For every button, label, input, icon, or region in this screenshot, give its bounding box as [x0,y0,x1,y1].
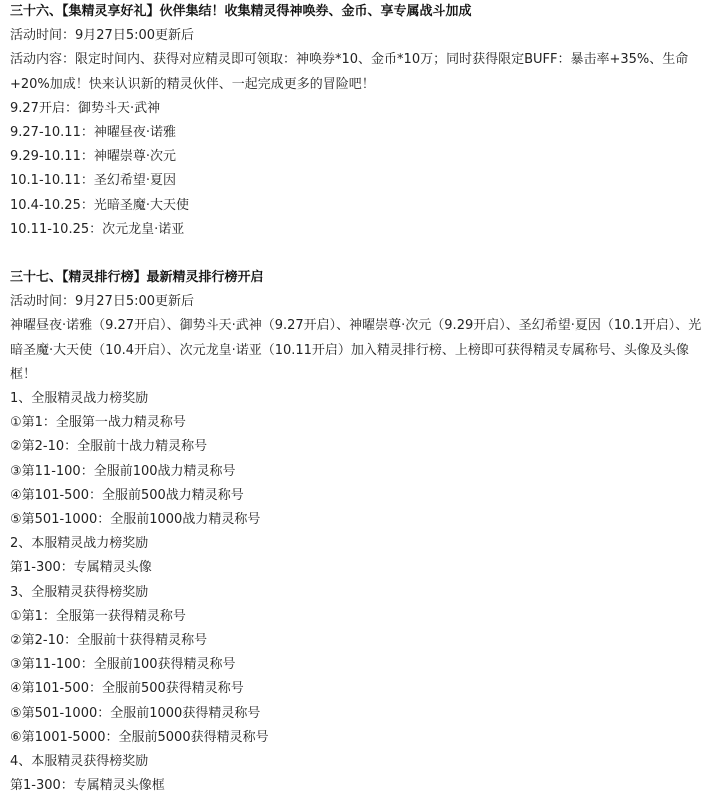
schedule-item: 9.27-10.11：神曜昼夜·诺雅 [10,125,176,141]
reward-heading: 1、全服精灵战力榜奖励 [10,391,149,407]
reward-item: ②第2-10：全服前十获得精灵称号 [10,633,208,649]
schedule-item: 9.27开启：御势斗天·武神 [10,100,161,116]
reward-item: ③第11-100：全服前100获得精灵称号 [10,657,236,673]
section-36-title: 三十六、【集精灵享好礼】伙伴集结！收集精灵得神唤券、金币、享专属战斗加成 [10,4,472,19]
reward-item: ②第2-10：全服前十战力精灵称号 [10,439,208,455]
reward-item: ⑤第501-1000：全服前1000战力精灵称号 [10,512,261,528]
section-37-intro: 神曜昼夜·诺雅（9.27开启）、御势斗天·武神（9.27开启）、神曜崇尊·次元（9.29开启）、圣幻希望·夏因（10.1开启）、光暗圣魔·大天使（10.4开启）、次元龙皇·诺亚（10.11开启）加入精灵排行榜、上榜即可获得精灵专属称号、头像及头像框！ [10,318,702,382]
section-36-content: 活动内容：限定时间内、获得对应精灵即可领取：神唤券*10、金币*10万；同时获得限定BUFF：暴击率+35%、生命+20%加成！快来认识新的精灵伙伴、一起完成更多的冒险吧！ [10,52,689,92]
schedule-item: 10.4-10.25：光暗圣魔·大天使 [10,197,189,213]
reward-item: 第1-300：专属精灵头像 [10,560,152,576]
reward-heading: 2、本服精灵战力榜奖励 [10,536,149,552]
reward-item: ④第101-500：全服前500战力精灵称号 [10,487,244,503]
section-spacer [10,242,709,266]
schedule-item: 10.1-10.11：圣幻希望·夏因 [10,173,176,189]
reward-item: ①第1：全服第一战力精灵称号 [10,415,186,431]
reward-heading: 4、本服精灵获得榜奖励 [10,754,149,770]
reward-item: 第1-300：专属精灵头像框 [10,778,165,794]
reward-heading: 3、全服精灵获得榜奖励 [10,584,149,600]
section-37-time: 活动时间：9月27日5:00更新后 [10,294,195,310]
section-37-title: 三十七、【精灵排行榜】最新精灵排行榜开启 [10,270,264,286]
reward-item: ①第1：全服第一获得精灵称号 [10,608,186,624]
reward-item: ⑥第1001-5000：全服前5000获得精灵称号 [10,729,269,745]
reward-item: ⑤第501-1000：全服前1000获得精灵称号 [10,705,261,721]
section-36-time: 活动时间：9月27日5:00更新后 [10,28,195,44]
schedule-item: 9.29-10.11：神曜崇尊·次元 [10,149,176,165]
reward-item: ③第11-100：全服前100战力精灵称号 [10,463,236,479]
schedule-item: 10.11-10.25：次元龙皇·诺亚 [10,221,185,237]
reward-item: ④第101-500：全服前500获得精灵称号 [10,681,244,697]
